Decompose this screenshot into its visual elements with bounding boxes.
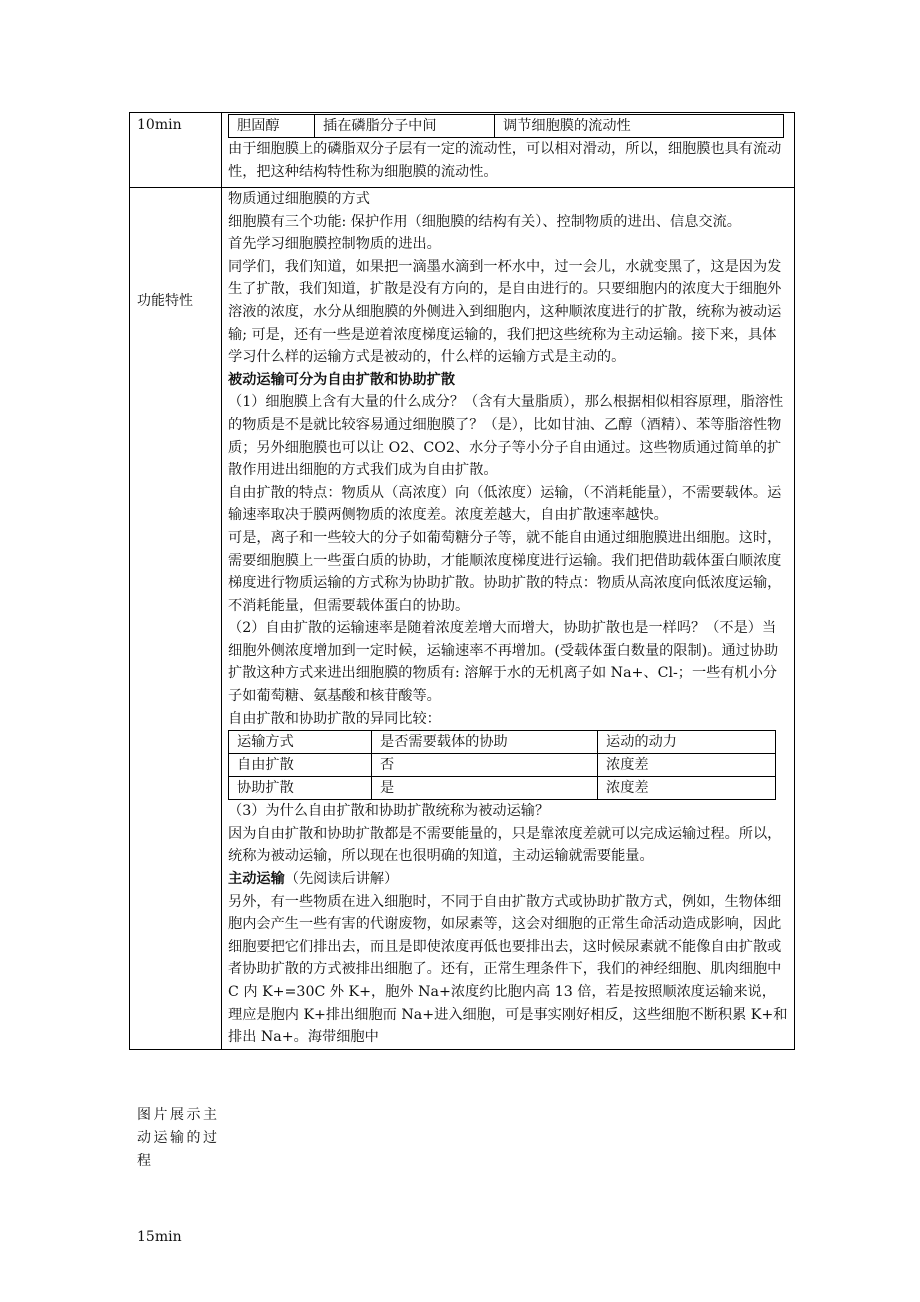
comparison-cell: 否 xyxy=(372,754,598,777)
comparison-cell: 浓度差 xyxy=(598,777,776,800)
comparison-cell: 是 xyxy=(372,777,598,800)
lesson-plan-table xyxy=(129,112,795,1245)
function-label: 功能特性 xyxy=(137,293,193,309)
paragraph-9: 自由扩散和协助扩散的异同比较： xyxy=(228,710,441,727)
paragraph-4: 同学们，我们知道，如果把一滴墨水滴到一杯水中，过一会儿，水就变黑了，这是因为发生了扩散，我们知道，扩散是没有方向的，是自由进行的。只要细胞内的浓度大于细胞外溶液的浓度，水分从细胞膜的外侧进入到细胞内，这种顺浓度进行的扩散，统称为被动运输; 可是，还有一些是逆着浓度梯度运输的，我们把这些统称为主动运输。接下来，具体学习什么样的运输方式是被动的，什么样的运输方式是主动的。 xyxy=(228,258,782,366)
right-cell-top xyxy=(222,113,795,188)
chol-cell-name: 胆固醇 xyxy=(229,115,315,138)
chol-cell-position: 插在磷脂分子中间 xyxy=(315,115,495,138)
cholesterol-row-table xyxy=(228,114,784,138)
comparison-row xyxy=(229,777,776,800)
time-label-10min: 10min xyxy=(137,117,182,133)
paragraph-2: 细胞膜有三个功能: 保护作用（细胞膜的结构有关）、控制物质的进出、信息交流。 xyxy=(228,213,741,230)
paragraph-11: 因为自由扩散和协助扩散都是不需要能量的，只是靠浓度差就可以完成运输过程。所以，统称为被动运输，所以现在也很明确的知道，主动运输就需要能量。 xyxy=(228,825,782,865)
chol-cell-function: 调节细胞膜的流动性 xyxy=(495,115,784,138)
comparison-header: 运输方式 xyxy=(229,731,372,754)
paragraph-12: 另外，有一些物质在进入细胞时，不同于自由扩散方式或协助扩散方式，例如，生物体细胞内会产生一些有害的代谢废物，如尿素等，这会对细胞的正常生命活动造成影响，因此细胞要把它们排出去，而且是即使浓度再低也要排出去，这时候尿素就不能像自由扩散或者协助扩散的方式被排出细胞了。还有，正常生理条件下，我们的神经细胞、肌肉细胞中 C 内 K+=30C 外 K+，胞外 Na+浓度约比胞内高 13 倍，若是按照顺浓度运输来说，理应是胞内 K+排出细胞而 Na+进入细胞，可是事实刚好相反，这些细胞不断积累 K+和排出 Na+。海带细胞中 xyxy=(228,893,788,1046)
paragraph-8: （2）自由扩散的运输速率是随着浓度差增大而增大，协助扩散也是一样吗？（不是）当细胞外侧浓度增加到一定时候，运输速率不再增加。(受载体蛋白数量的限制)。通过协助扩散这种方式来进出细胞膜的物质有: 溶解于水的无机离子如 Na+、Cl-；一些有机小分子如葡萄糖、氨基酸和核苷酸等。 xyxy=(228,620,779,705)
comparison-cell: 自由扩散 xyxy=(229,754,372,777)
fluidity-paragraph: 由于细胞膜上的磷脂双分子层有一定的流动性，可以相对滑动，所以，细胞膜也具有流动性，把这种结构特性称为细胞膜的流动性。 xyxy=(228,141,782,180)
comparison-table xyxy=(228,730,776,800)
heading-passive-transport: 被动运输可分为自由扩散和协助扩散 xyxy=(228,371,456,388)
paragraph-5: （1）细胞膜上含有大量的什么成分？（含有大量脂质），那么根据相似相容原理，脂溶性的物质是不是就比较容易通过细胞膜了？（是），比如甘油、乙醇（酒精）、苯等脂溶性物质；另外细胞膜也可以让 O2、CO2、水分子等小分子自由通过。这些物质通过简单的扩散作用进出细胞的方式我们成为自由扩散。 xyxy=(228,394,784,479)
comparison-row xyxy=(229,754,776,777)
comparison-header-row xyxy=(229,731,776,754)
paragraph-7: 可是，离子和一些较大的分子如葡萄糖分子等，就不能自由通过细胞膜进出细胞。这时，需要细胞膜上一些蛋白质的协助，才能顺浓度梯度进行运输。我们把借助载体蛋白顺浓度梯度进行物质运输的方式称为协助扩散。协助扩散的特点：物质从高浓度向低浓度运输，不消耗能量，但需要载体蛋白的协助。 xyxy=(228,529,782,614)
heading-active-transport: 主动运输 xyxy=(228,871,285,888)
time-label-15min: 15min xyxy=(137,1229,182,1245)
paragraph-1: 物质通过细胞膜的方式 xyxy=(228,191,370,207)
paragraph-3: 首先学习细胞膜控制物质的进出。 xyxy=(228,236,441,253)
right-cell-main xyxy=(222,188,795,1050)
left-cell-main xyxy=(130,188,222,1245)
heading-active-transport-note: （先阅读后讲解） xyxy=(284,871,399,888)
paragraph-10: （3）为什么自由扩散和协助扩散统称为被动运输？ xyxy=(228,803,550,820)
comparison-header: 运动的动力 xyxy=(598,731,776,754)
comparison-cell: 协助扩散 xyxy=(229,777,372,800)
comparison-header: 是否需要载体的协助 xyxy=(372,731,598,754)
row-function xyxy=(130,188,795,1050)
paragraph-6: 自由扩散的特点：物质从（高浓度）向（低浓度）运输，（不消耗能量），不需要载体。运输速率取决于膜两侧物质的浓度差。浓度差越大，自由扩散速率越快。 xyxy=(228,484,782,524)
heading-active-transport-line xyxy=(228,868,790,891)
picture-label: 图片展示主动运输的过程 xyxy=(137,1107,217,1169)
row-structure xyxy=(130,113,795,188)
left-cell-top xyxy=(130,113,222,188)
comparison-cell: 浓度差 xyxy=(598,754,776,777)
